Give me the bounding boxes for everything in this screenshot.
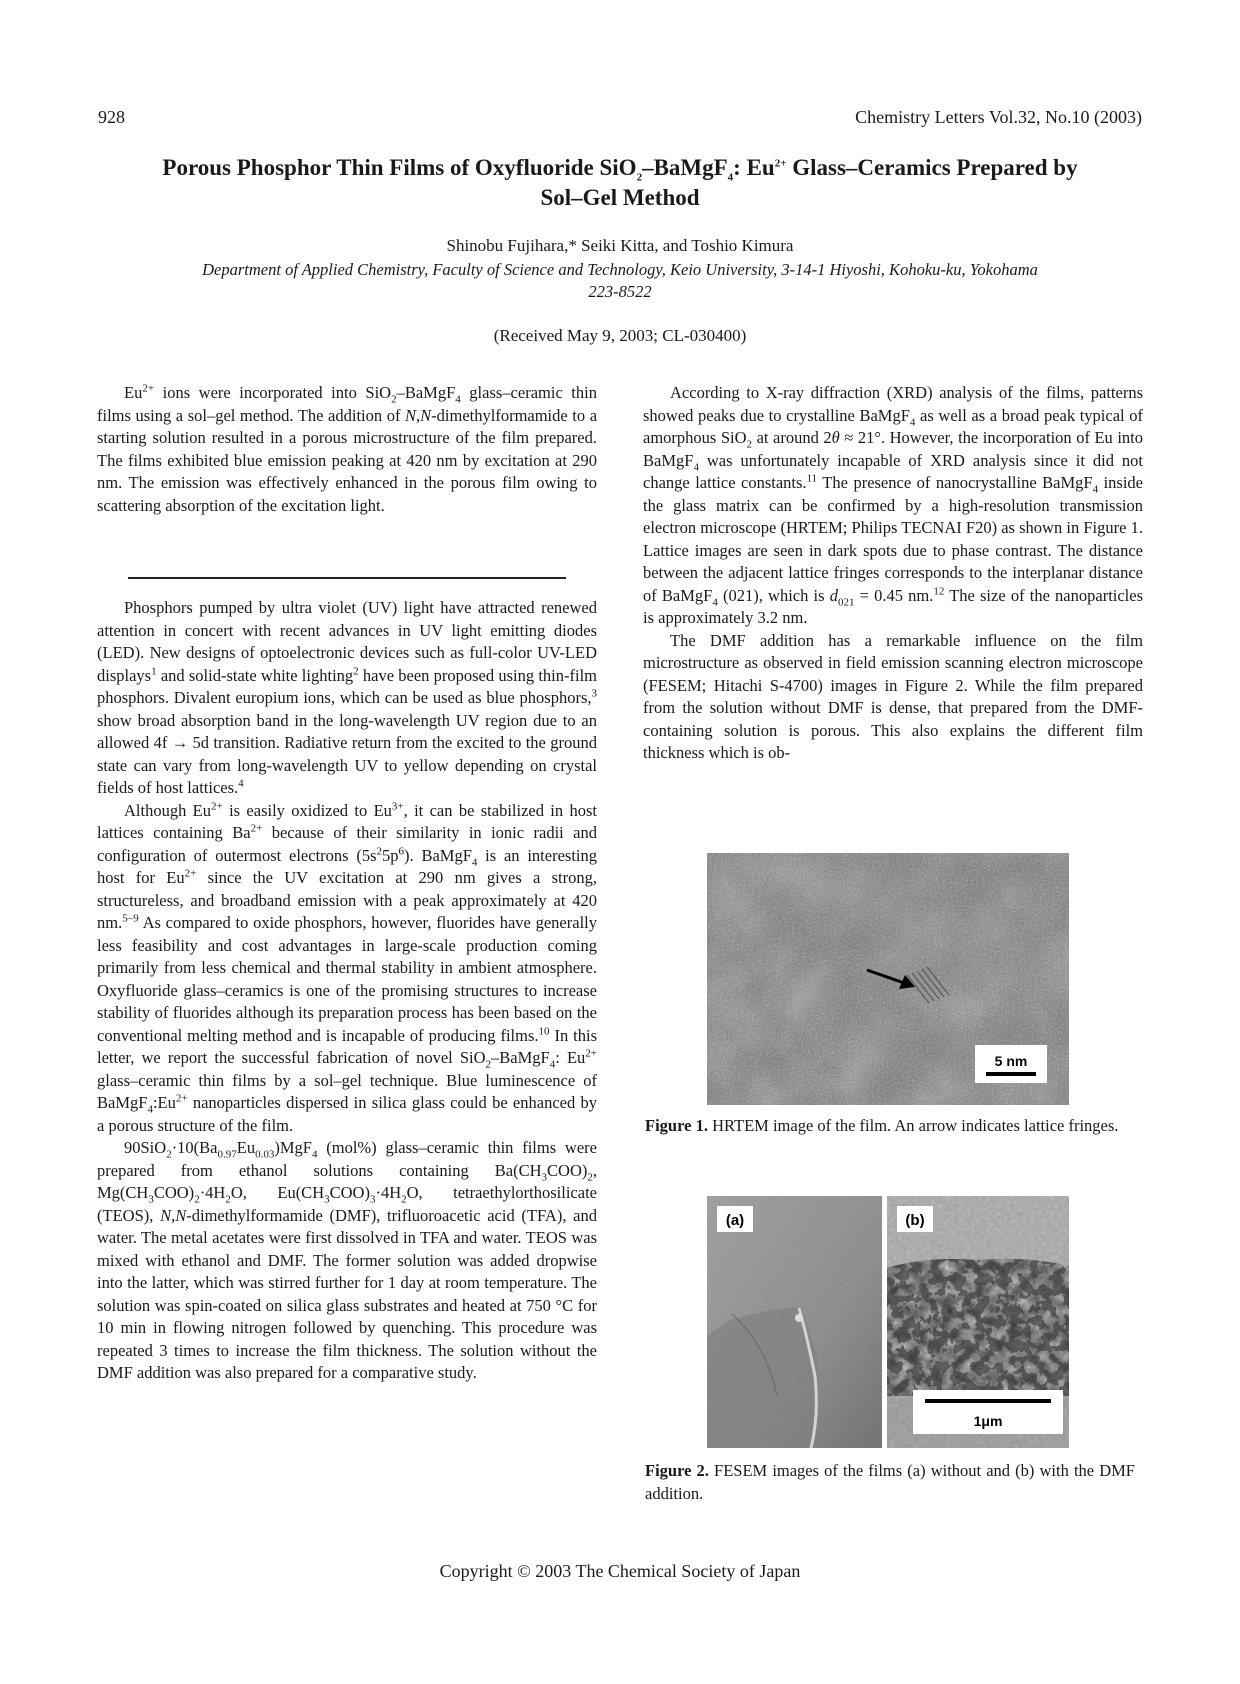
page-number: 928 xyxy=(98,107,125,127)
figure-2-scale-label: 1μm xyxy=(973,1413,1003,1429)
article-title: Porous Phosphor Thin Films of Oxyfluoride SiO$_2$–BaMgF$_4$: $Eu^{2+}$ Glass–Ceramics Prepared by Sol–Gel Method xyxy=(162,155,1078,210)
panel-b-label: (b) xyxy=(905,1212,925,1229)
authors: Shinobu Fujihara,* Seiki Kitta, and Toshio Kimura xyxy=(446,236,794,255)
body-right-column: According to X-ray diffraction (XRD) analysis of the films, patterns showed peaks due to crystalline BaMgF$_4$ as well as a broad peak typical of amorphous SiO$_2$ at around 2θ ≈ 21°. However, the incorporation of Eu into BaMgF$_4$ was unfortunately incapable of XRD analysis since it did not change lattice constants.$^{11}$ The presence of nanocrystalline BaMgF$_4$ inside the glass matrix can be confirmed by a high-resolution transmission electron microscope (HRTEM; Philips TECNAI F20) as shown in Figure 1. Lattice images are seen in dark spots due to phase contrast. The distance between the adjacent lattice fringes corresponds to the interplanar distance of BaMgF$_4$ (021), which is $d_{021} = 0.45$ nm.$^{12}$ The size of the nanoparticles is approximately 3.2 nm. The DMF addition has a remarkable influence on the film microstructure as observed in field emission scanning electron microscope (FESEM; Hitachi S-4700) images in Figure 2. While the film prepared from the solution without DMF is dense, that prepared from the DMF-containing solution is porous. This also explains the different film thickness which is ob- xyxy=(643,383,1144,762)
figure-1-scale-label: 5 nm xyxy=(994,1053,1028,1069)
figure-2-caption: Figure 2. FESEM images of the films (a) without and (b) with the DMF addition. xyxy=(645,1461,1135,1503)
panel-a-label: (a) xyxy=(725,1212,745,1229)
copyright-footer: Copyright © 2003 The Chemical Society of Japan xyxy=(439,1561,801,1581)
affiliation: Department of Applied Chemistry, Faculty of Science and Technology, Keio University, 3-14-1 Hiyoshi, Kohoku-ku, Yokohama 223-8522 xyxy=(202,260,1038,301)
abstract-divider xyxy=(128,577,566,579)
received-date: (Received May 9, 2003; CL-030400) xyxy=(493,326,747,345)
figure-2a-fesem-image xyxy=(707,1196,882,1448)
body-left-column: Phosphors pumped by ultra violet (UV) light have attracted renewed attention in concert with recent advances in UV light emitting diodes (LED). New designs of optoelectronic devices such as full-color UV-LED displays$^1$ and solid-state white lighting$^2$ have been proposed using thin-film phosphors. Divalent europium ions, which can be used as blue phosphors,$^3$ show broad absorption band in the long-wavelength UV region due to an allowed 4f → 5d transition. Radiative return from the excited to the ground state can vary from long-wavelength UV to yellow depending on crystal fields of host lattices.$^4$ Although $Eu^{2+}$ is easily oxidized to $Eu^{3+}$, it can be stabilized in host lattices containing $Ba^{2+}$ because of their similarity in ionic radii and configuration of outermost electrons $(5s^25p^6)$. BaMgF$_4$ is an interesting host for $Eu^{2+}$ since the UV excitation at 290 nm gives a strong, structureless, and broadband emission with a peak approximately at 420 nm.$^{5-9}$ As compared to oxide phosphors, however, fluorides have generally less feasibility and cost advantages in large-scale production coming primarily from less chemical and thermal stability in ambient atmosphere. Oxyfluoride glass–ceramics is one of the promising structures to increase stability of fluorides although its preparation process has been based on the conventional melting method and is incapable of producing films.$^{10}$ In this letter, we report the successful fabrication of novel SiO$_2$–BaMgF$_4$: $Eu^{2+}$ glass–ceramic thin films by a sol–gel technique. Blue luminescence of $BaMgF_4:Eu^{2+}$ nanoparticles dispersed in silica glass could be enhanced by a porous structure of the film. $90SiO_2\cdot 10(Ba_{0.97}Eu_{0.03})MgF_4$ (mol%) glass–ceramic thin films were prepared from ethanol solutions containing $Ba(CH_3COO)_2$, $Mg(CH_3COO)_2\cdot 4H_2O$, $Eu(CH_3COO)_3\cdot 4H_2O$, tetraethylorthosilicate (TEOS), N,N-dimethylformamide (DMF), trifluoroacetic acid (TFA), and water. The metal acetates were first dissolved in TFA and water. TEOS was mixed with ethanol and DMF. The former solution was added dropwise into the latter, which was stirred further for 1 day at room temperature. The solution was spin-coated on silica glass substrates and heated at 750 °C for 10 min in flowing nitrogen followed by quenching. This procedure was repeated 3 times to increase the film thickness. The solution without the DMF addition was also prepared for a comparative study. xyxy=(97,598,598,1382)
figure-2b-fesem-image xyxy=(887,1196,1069,1448)
abstract: $Eu^{2+}$ ions were incorporated into SiO$_2$–BaMgF$_4$ glass–ceramic thin films using a sol–gel method. The addition of N,N-dimethylformamide to a starting solution resulted in a porous microstructure of the film prepared. The films exhibited blue emission peaking at 420 nm by excitation at 290 nm. The emission was effectively enhanced in the porous film owing to scattering absorption of the excitation light. xyxy=(97,382,598,515)
figure-1-hrtem-image xyxy=(707,853,1069,1105)
journal-header: Chemistry Letters Vol.32, No.10 (2003) xyxy=(855,107,1142,127)
figure-1-caption: Figure 1. HRTEM image of the film. An arrow indicates lattice fringes. xyxy=(645,1116,1119,1135)
